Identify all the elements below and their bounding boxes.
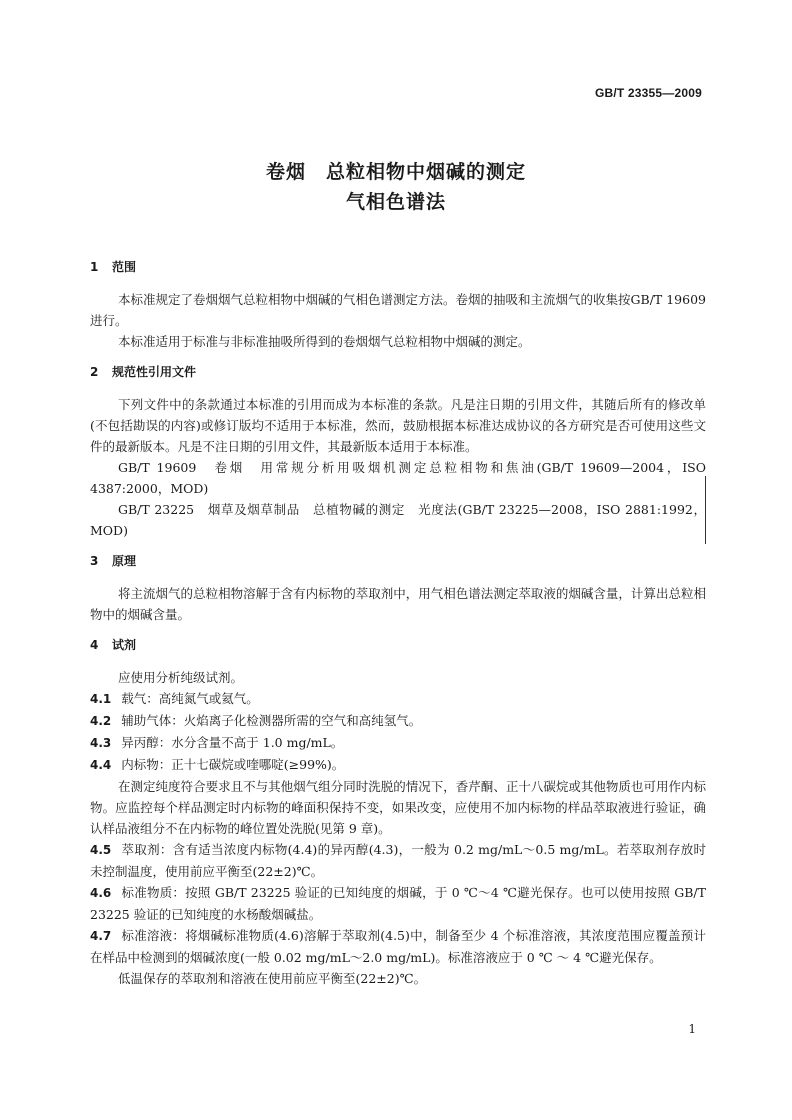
section-heading-normative-references bbox=[90, 363, 706, 381]
clause-text: 标准物质：按照 GB/T 23225 验证的已知纯度的烟碱，于 0 ℃～4 ℃避光保存。也可以使用按照 GB/T 23225 验证的已知纯度的水杨酸烟碱盐。 bbox=[90, 885, 706, 922]
clause-number: 4.5 bbox=[90, 843, 112, 857]
clause-4-3 bbox=[90, 732, 706, 754]
section-heading-scope bbox=[90, 258, 706, 276]
clause-4-2 bbox=[90, 710, 706, 732]
section-number: 4 bbox=[90, 638, 99, 652]
section-title: 原理 bbox=[112, 554, 137, 568]
section-heading-principle bbox=[90, 552, 706, 570]
clause-4-6 bbox=[90, 882, 706, 925]
paragraph: 将主流烟气的总粒相物溶解于含有内标物的萃取剂中，用气相色谱法测定萃取液的烟碱含量，计算出总粒相物中的烟碱含量。 bbox=[90, 586, 706, 622]
document-title: 卷烟 总粒相物中烟碱的测定 bbox=[265, 161, 526, 183]
section-title: 试剂 bbox=[112, 638, 137, 652]
document-subtitle: 气相色谱法 bbox=[345, 191, 446, 213]
clause-text: 异丙醇：水分含量不高于 1.0 mg/mL。 bbox=[121, 735, 344, 750]
clause-text: 萃取剂：含有适当浓度内标物(4.4)的异丙醇(4.3)，一般为 0.2 mg/mL～0.5 mg/mL。若萃取剂存放时未控制温度，使用前应平衡至(22±2)℃。 bbox=[90, 842, 706, 879]
clause-number: 4.2 bbox=[90, 714, 112, 728]
section-title: 规范性引用文件 bbox=[112, 365, 197, 379]
reference-entry: GB/T 23225 烟草及烟草制品 总植物碱的测定 光度法(GB/T 23225—2008，ISO 2881:1992，MOD) bbox=[90, 502, 706, 538]
paragraph: 在测定纯度符合要求且不与其他烟气组分同时洗脱的情况下，香芹酮、正十八碳烷或其他物质也可用作内标物。应监控每个样品测定时内标物的峰面积保持不变，如果改变，应使用不加内标物的样品萃取液进行验证，确认样品液组分不在内标物的峰位置处洗脱(见第 9 章)。 bbox=[90, 779, 706, 836]
paragraph: 应使用分析纯级试剂。 bbox=[118, 670, 244, 685]
document-body bbox=[90, 258, 706, 989]
clause-number: 4.6 bbox=[90, 886, 112, 900]
clause-text: 辅助气体：火焰离子化检测器所需的空气和高纯氢气。 bbox=[121, 713, 422, 728]
paragraph: 低温保存的萃取剂和溶液在使用前应平衡至(22±2)℃。 bbox=[118, 971, 427, 986]
clause-text: 载气：高纯氮气或氦气。 bbox=[121, 691, 259, 706]
clause-number: 4.7 bbox=[90, 929, 112, 943]
section-title: 范围 bbox=[112, 260, 137, 274]
section-number: 1 bbox=[90, 260, 99, 274]
section-number: 2 bbox=[90, 365, 99, 379]
clause-text: 内标物：正十七碳烷或喹哪啶(≥99%)。 bbox=[121, 757, 345, 772]
clause-4-4 bbox=[90, 754, 706, 776]
clause-4-1 bbox=[90, 688, 706, 710]
standard-code: GB/T 23355—2009 bbox=[594, 86, 702, 100]
reference-entry: GB/T 19609 卷烟 用常规分析用吸烟机测定总粒相物和焦油(GB/T 19609—2004，ISO 4387:2000，MOD) bbox=[90, 460, 706, 496]
paragraph: 下列文件中的条款通过本标准的引用而成为本标准的条款。凡是注日期的引用文件，其随后所有的修改单(不包括勘误的内容)或修订版均不适用于本标准，然而，鼓励根据本标准达成协议的各方研究是否可使用这些文件的最新版本。凡是不注日期的引用文件，其最新版本适用于本标准。 bbox=[90, 397, 706, 454]
clause-number: 4.3 bbox=[90, 736, 112, 750]
paragraph: 本标准适用于标准与非标准抽吸所得到的卷烟烟气总粒相物中烟碱的测定。 bbox=[118, 334, 531, 349]
clause-number: 4.4 bbox=[90, 758, 112, 772]
page-number: 1 bbox=[688, 1022, 696, 1036]
section-heading-reagents bbox=[90, 636, 706, 654]
clause-text: 标准溶液：将烟碱标准物质(4.6)溶解于萃取剂(4.5)中，制备至少 4 个标准溶液，其浓度范围应覆盖预计在样品中检测到的烟碱浓度(一般 0.02 mg/mL～2.0 mg/mL)。标准溶液应于 0 ℃ ～ 4 ℃避光保存。 bbox=[90, 928, 706, 965]
clause-4-7 bbox=[90, 925, 706, 968]
section-number: 3 bbox=[90, 554, 99, 568]
revision-margin-bar bbox=[705, 476, 706, 544]
paragraph: 本标准规定了卷烟烟气总粒相物中烟碱的气相色谱测定方法。卷烟的抽吸和主流烟气的收集按GB/T 19609 进行。 bbox=[90, 292, 706, 328]
clause-number: 4.1 bbox=[90, 692, 112, 706]
clause-4-5 bbox=[90, 839, 706, 882]
